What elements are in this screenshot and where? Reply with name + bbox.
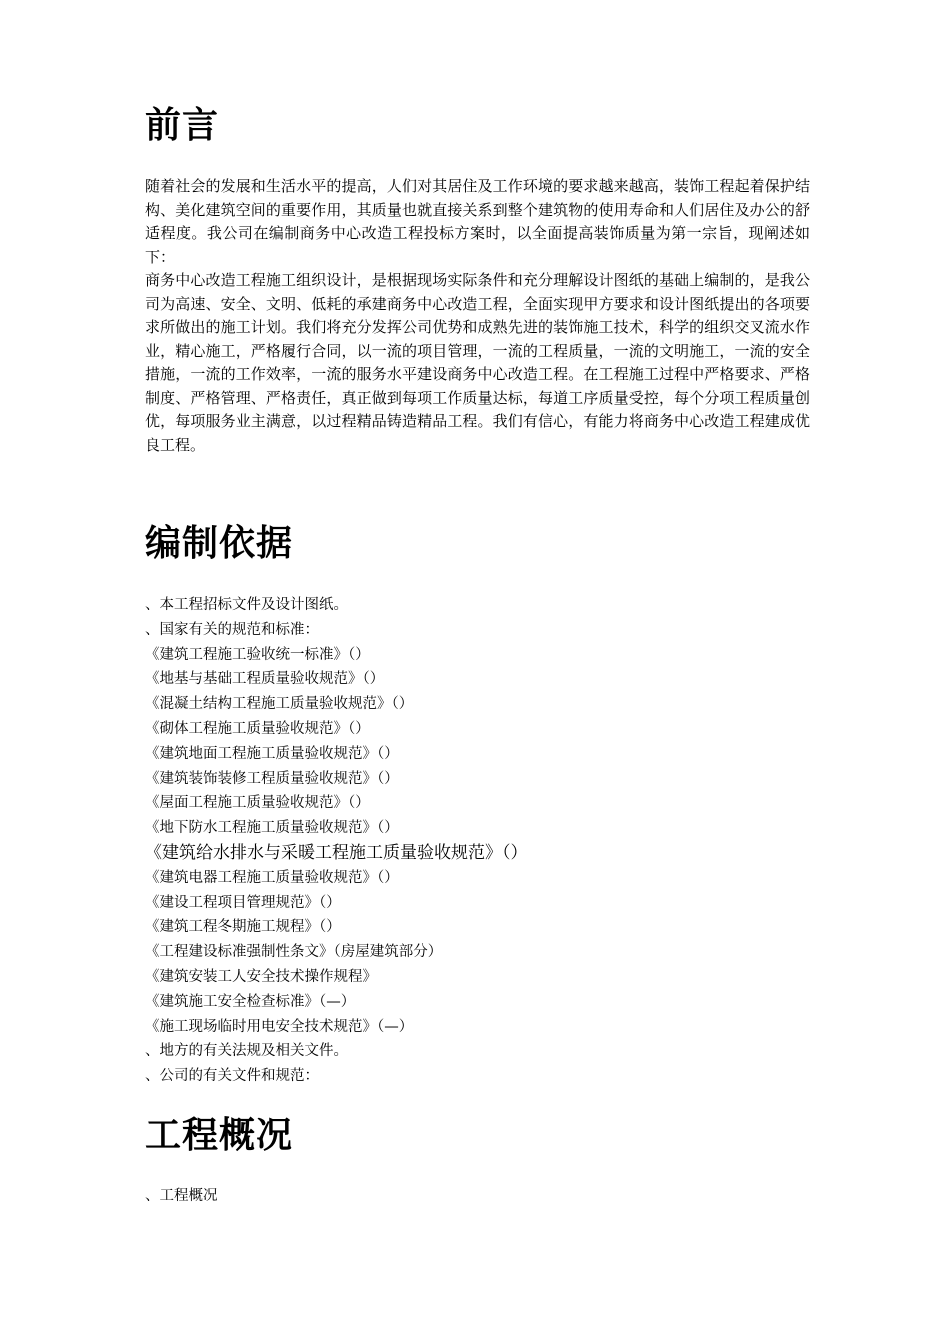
- basis-item: 《屋面工程施工质量验收规范》（）: [145, 795, 370, 812]
- basis-item: 《地基与基础工程质量验收规范》（）: [145, 671, 385, 688]
- basis-item: 《建筑施工安全检查标准》（—）: [145, 993, 356, 1010]
- basis-item: 《建筑安装工人安全技术操作规程》: [145, 968, 377, 985]
- basis-item: 《建筑工程冬期施工规程》（）: [145, 919, 341, 936]
- basis-item: 《建筑给水排水与采暖工程施工质量验收规范》（）: [145, 842, 528, 863]
- basis-item: 《建筑工程施工验收统一标准》（）: [145, 646, 370, 663]
- basis-list: [145, 593, 528, 1089]
- basis-item: 、公司的有关文件和规范：: [145, 1068, 319, 1085]
- basis-item: 《施工现场临时用电安全技术规范》（—）: [145, 1018, 414, 1035]
- heading-preface: 前言: [145, 105, 220, 146]
- basis-item: 《砌体工程施工质量验收规范》（）: [145, 720, 370, 737]
- basis-item: 《地下防水工程施工质量验收规范》（）: [145, 820, 399, 837]
- basis-item: 、地方的有关法规及相关文件。: [145, 1043, 348, 1060]
- basis-item: 《建筑地面工程施工质量验收规范》（）: [145, 745, 399, 762]
- basis-item: 、本工程招标文件及设计图纸。: [145, 597, 348, 613]
- overview-item: 、工程概况: [145, 1188, 218, 1204]
- basis-item: 《工程建设标准强制性条文》（房屋建筑部分）: [145, 944, 443, 961]
- basis-item: 《建筑装饰装修工程质量验收规范》（）: [145, 770, 399, 787]
- heading-basis: 编制依据: [145, 523, 294, 564]
- preface-paragraph-2: 商务中心改造工程施工组织设计，是根据现场实际条件和充分理解设计图纸的基础上编制的，是我公司为高速、安全、文明、低耗的承建商务中心改造工程，全面实现甲方要求和设计图纸提出的各项要求所做出的施工计划。我们将充分发挥公司优势和成熟先进的装饰施工技术，科学的组织交叉流水作业，精心施工，严格履行合同，以一流的项目管理，一流的工程质量，一流的文明施工，一流的安全措施，一流的工作效率，一流的服务水平建设商务中心改造工程。在工程施工过程中严格要求、严格制度、严格管理、严格责任，真正做到每项工作质量达标，每道工序质量受控，每个分项工程质量创优，每项服务业主满意，以过程精品铸造精品工程。我们有信心，有能力将商务中心改造工程建成优良工程。: [145, 271, 810, 454]
- basis-item: 《建筑电器工程施工质量验收规范》（）: [145, 869, 399, 886]
- basis-item: 《混凝土结构工程施工质量验收规范》（）: [145, 696, 414, 713]
- basis-item: 《建设工程项目管理规范》（）: [145, 894, 341, 911]
- preface-paragraph-1: 随着社会的发展和生活水平的提高，人们对其居住及工作环境的要求越来越高，装饰工程起着保护结构、美化建筑空间的重要作用，其质量也就直接关系到整个建筑物的使用寿命和人们居住及办公的舒适程度。我公司在编制商务中心改造工程投标方案时，以全面提高装饰质量为第一宗旨，现阐述如下：: [145, 177, 810, 266]
- heading-overview: 工程概况: [145, 1115, 294, 1156]
- basis-item: 、国家有关的规范和标准：: [145, 621, 319, 638]
